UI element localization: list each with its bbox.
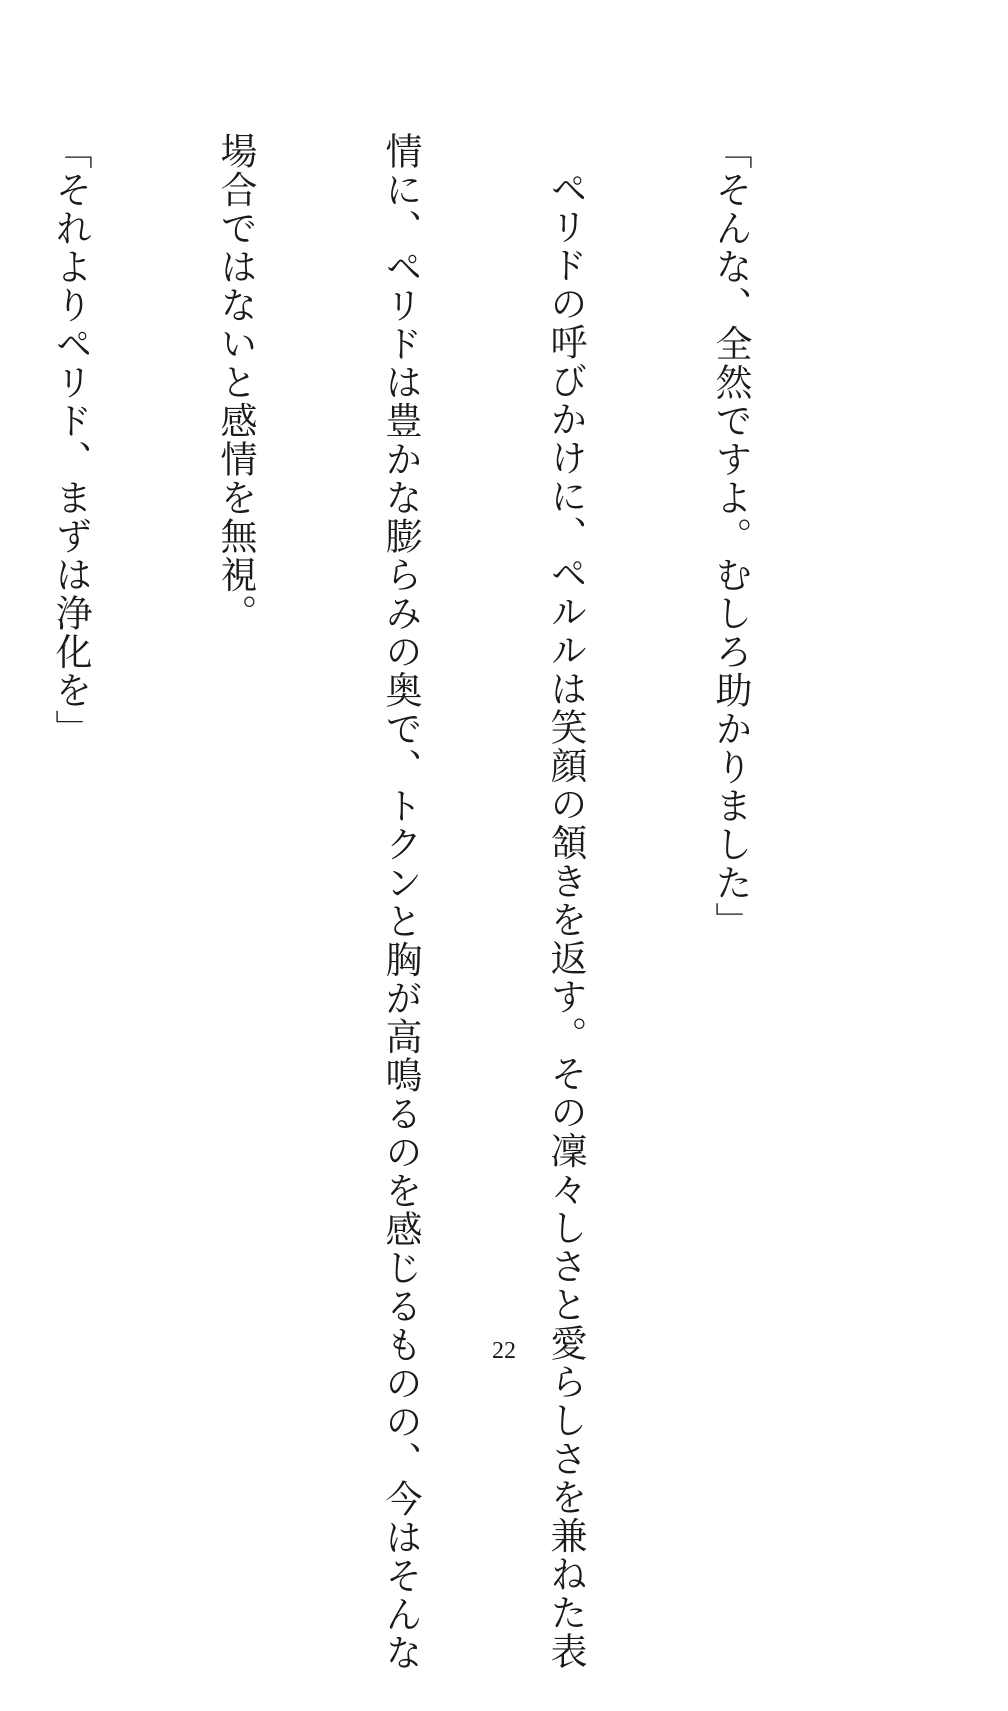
- text-line: ペリドの呼びかけに、ペルルは笑顔の頷きを返す。その凜々しさと愛らしさを兼ねた表: [544, 169, 587, 1671]
- text-line: 情に、ペリドは豊かな膨らみの奥で、トクンと胸が高鳴るのを感じるものの、今はそんな: [379, 132, 422, 1672]
- text-line: 場合ではないと感情を無視。: [214, 132, 257, 633]
- text-line: 「それよりペリド、まずは浄化を」: [49, 132, 92, 748]
- text-line: 「そんな、全然ですよ。むしろ助かりました」: [709, 132, 752, 941]
- page-number: 22: [492, 1338, 516, 1364]
